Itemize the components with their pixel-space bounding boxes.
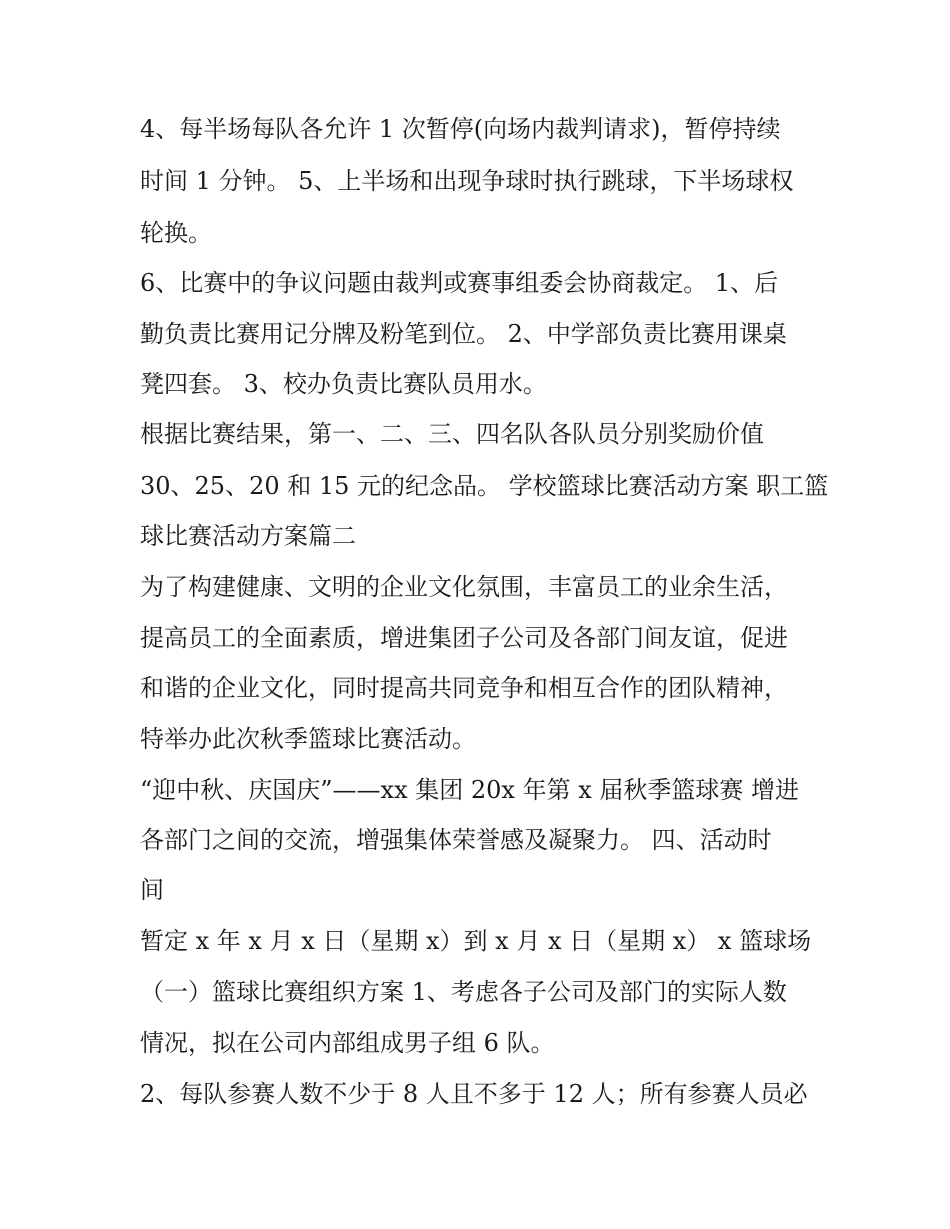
text-line: 2、每队参赛人数不少于 8 人且不多于 12 人；所有参赛人员必 [140,1080,808,1108]
text-line: 情况，拟在公司内部组成男子组 6 队。 [140,1029,555,1057]
text-line: 根据比赛结果，第一、二、三、四名队各队员分别奖励价值 [140,420,764,448]
text-line: 球比赛活动方案篇二 [140,522,356,550]
text-line: “迎中秋、庆国庆”——xx 集团 20x 年第 x 届秋季篮球赛 增进 [140,776,799,804]
text-line: 为了构建健康、文明的企业文化氛围，丰富员工的业余生活， [140,573,788,601]
text-line: 勤负责比赛用记分牌及粉笔到位。 2、中学部负责比赛用课桌 [140,320,787,348]
text-line: 暂定 x 年 x 月 x 日（星期 x）到 x 月 x 日（星期 x） x 篮球场 [140,927,812,955]
text-line: 和谐的企业文化，同时提高共同竞争和相互合作的团队精神， [140,674,788,702]
text-line: 提高员工的全面素质，增进集团子公司及各部门间友谊，促进 [140,624,788,652]
text-line: 各部门之间的交流，增强集体荣誉感及凝聚力。 四、活动时 [140,826,772,854]
text-line: 6、比赛中的争议问题由裁判或赛事组委会协商裁定。 1、后 [140,269,779,297]
text-line: 特举办此次秋季篮球比赛活动。 [140,725,476,753]
text-line: （一）篮球比赛组织方案 1、考虑各子公司及部门的实际人数 [140,978,787,1006]
text-line: 30、25、20 和 15 元的纪念品。 学校篮球比赛活动方案 职工篮 [140,472,829,500]
text-line: 时间 1 分钟。 5、上半场和出现争球时执行跳球，下半场球权 [140,167,794,195]
text-line: 轮换。 [140,219,212,247]
text-line: 4、每半场每队各允许 1 次暂停(向场内裁判请求)，暂停持续 [140,115,781,143]
text-line: 凳四套。 3、校办负责比赛队员用水。 [140,370,547,398]
text-line: 间 [140,876,164,904]
